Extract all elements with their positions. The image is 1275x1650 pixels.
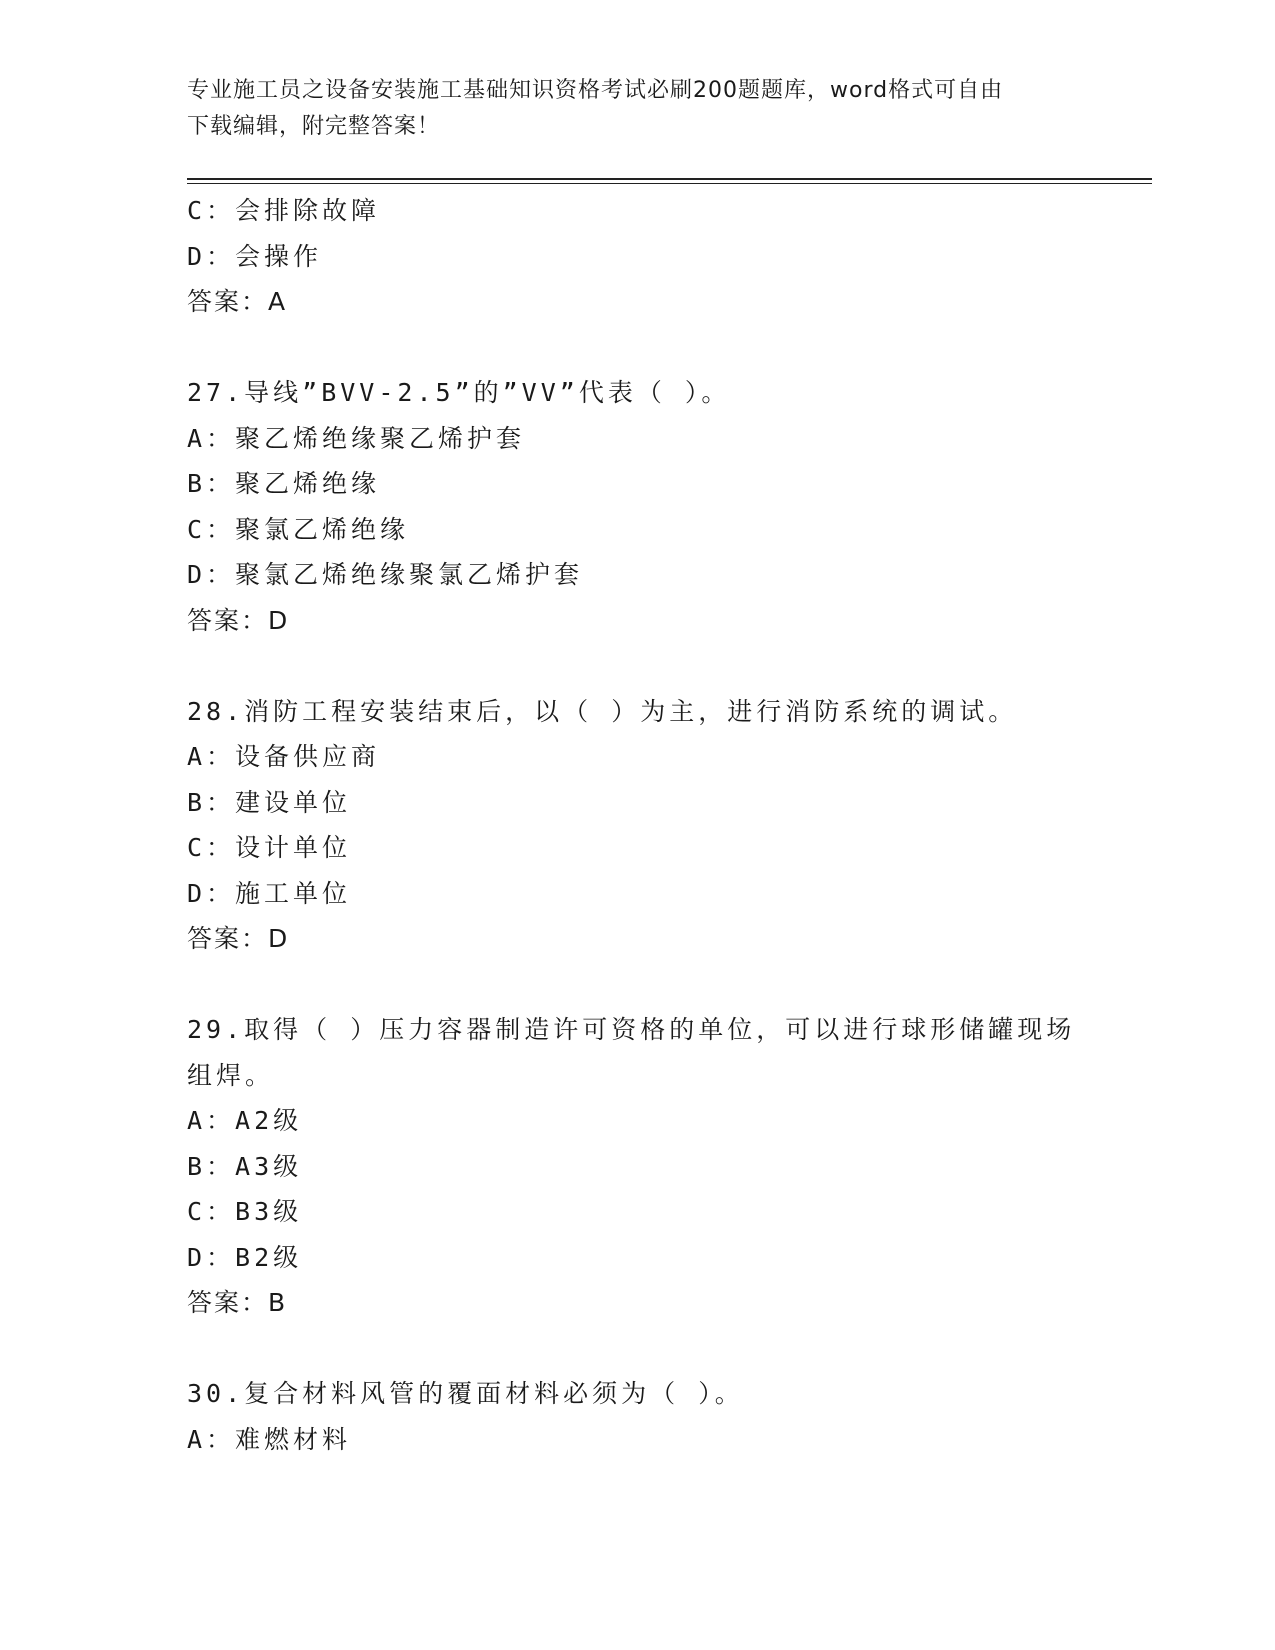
question-stem-line-1: 29.取得（ ）压力容器制造许可资格的单位，可以进行球形储罐现场	[187, 1015, 1076, 1044]
answer-line: 答案：D	[187, 924, 290, 953]
spacer	[187, 1326, 1087, 1372]
question-27	[187, 370, 1087, 643]
option-d: D：施工单位	[187, 878, 352, 908]
option-a: A：聚乙烯绝缘聚乙烯护套	[187, 423, 526, 453]
answer-line: 答案：A	[187, 287, 288, 316]
option-b: B：建设单位	[187, 787, 352, 817]
option-c: C：B3级	[187, 1197, 303, 1226]
question-26-tail	[187, 188, 1087, 325]
question-stem-line-2: 组焊。	[187, 1060, 275, 1090]
spacer	[187, 962, 1087, 1008]
document-header	[187, 73, 1067, 145]
header-rule-thin	[187, 183, 1152, 184]
option-a: A：设备供应商	[187, 742, 381, 771]
spacer	[187, 643, 1087, 689]
header-line-1: 专业施工员之设备安装施工基础知识资格考试必刷200题题库，word格式可自由	[187, 78, 1004, 103]
question-29	[187, 1007, 1087, 1326]
option-b: B：A3级	[187, 1151, 303, 1181]
question-stem: 30.复合材料风管的覆面材料必须为（ ）。	[187, 1379, 744, 1408]
option-a: A：难燃材料	[187, 1424, 352, 1454]
question-stem: 28.消防工程安装结束后，以（ ）为主，进行消防系统的调试。	[187, 696, 1018, 726]
option-c: C：聚氯乙烯绝缘	[187, 514, 410, 544]
question-30	[187, 1371, 1087, 1462]
spacer	[187, 325, 1087, 371]
option-b: B：聚乙烯绝缘	[187, 469, 381, 498]
option-d: D：聚氯乙烯绝缘聚氯乙烯护套	[187, 560, 584, 589]
question-28	[187, 689, 1087, 962]
option-d: D：会操作	[187, 241, 323, 271]
header-rule-thick	[187, 178, 1152, 180]
option-d: D：B2级	[187, 1242, 303, 1272]
option-a: A：A2级	[187, 1106, 303, 1135]
answer-line: 答案：D	[187, 605, 290, 635]
question-list	[187, 188, 1087, 1462]
answer-line: 答案：B	[187, 1288, 288, 1317]
option-c: C：设计单位	[187, 833, 352, 862]
question-stem: 27.导线”BVV-2.5”的”VV”代表（ ）。	[187, 378, 731, 407]
header-line-2: 下载编辑，附完整答案！	[187, 114, 441, 139]
option-c: C：会排除故障	[187, 196, 381, 225]
